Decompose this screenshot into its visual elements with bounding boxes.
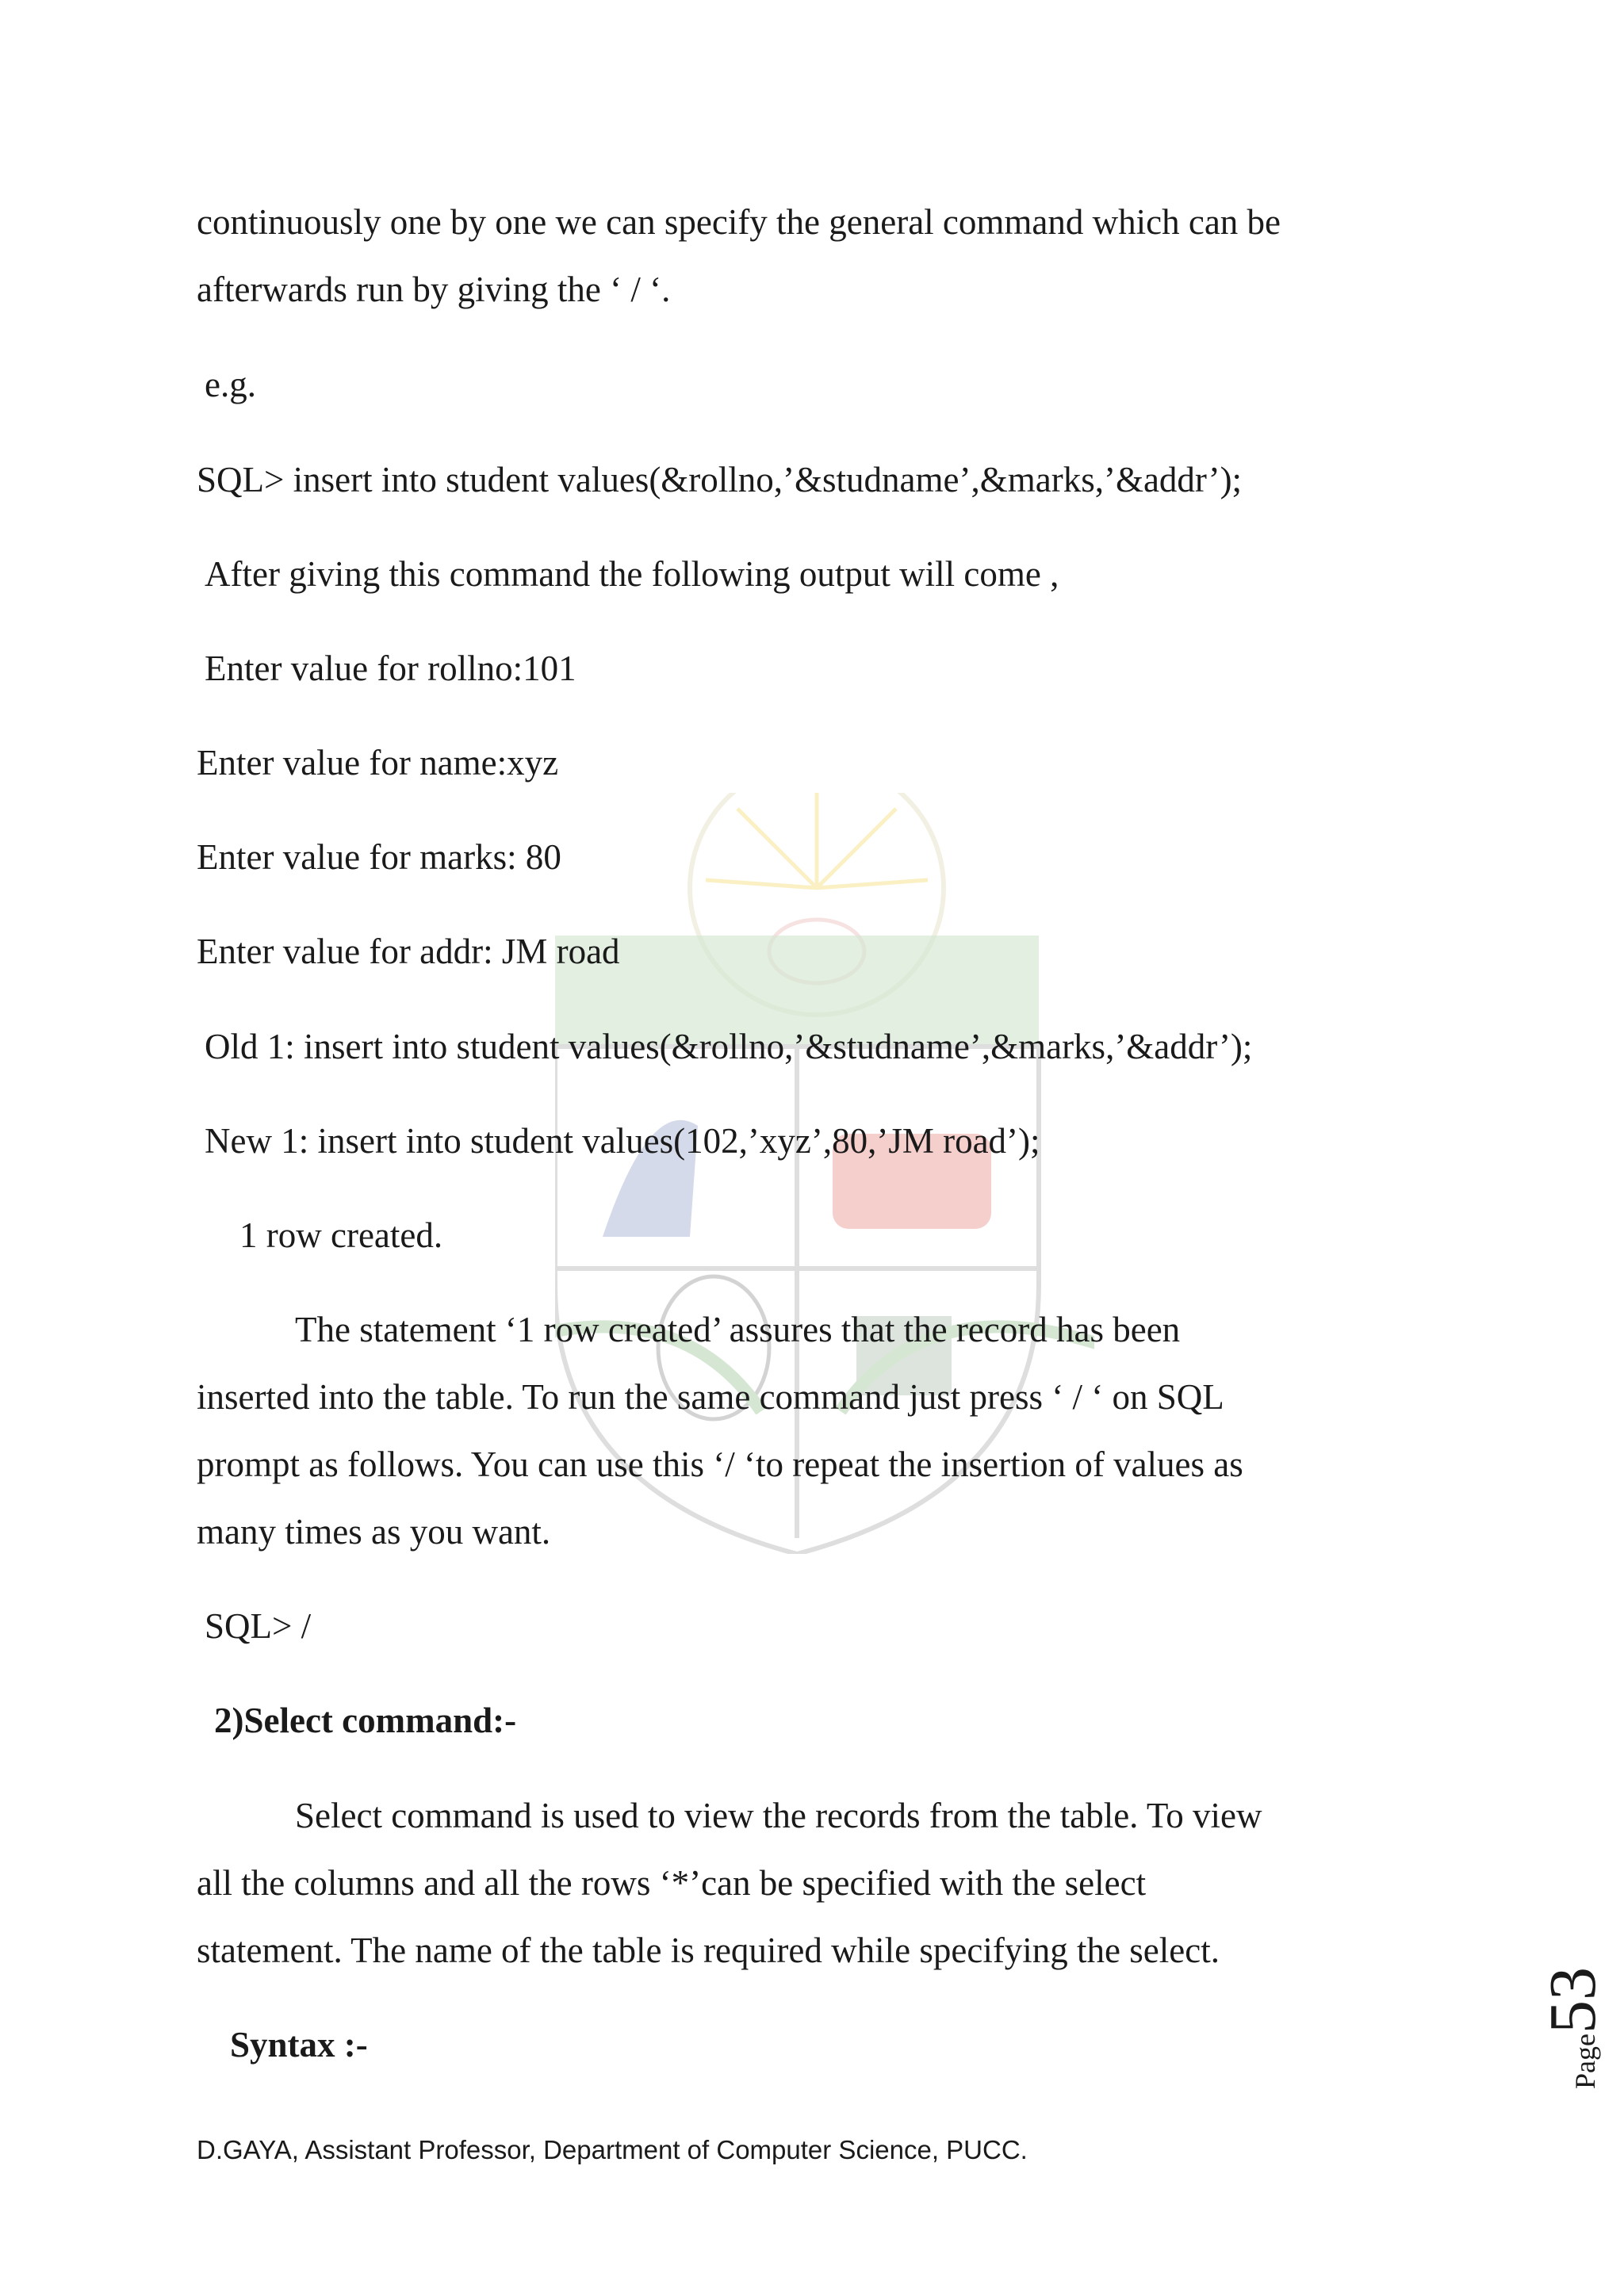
body-text-line: The statement ‘1 row created’ assures that the record has been — [295, 1310, 1181, 1349]
body-text-line: afterwards run by giving the ‘ / ‘. — [197, 270, 671, 309]
sql-prompt-line: SQL> / — [205, 1606, 312, 1646]
section-heading: 2)Select command:- — [214, 1701, 517, 1740]
page-number-value: 53 — [1536, 1967, 1610, 2034]
body-text-line: inserted into the table. To run the same command just press ‘ / ‘ on SQL — [197, 1377, 1224, 1417]
page-footer: D.GAYA, Assistant Professor, Department of Computer Science, PUCC. — [197, 2135, 1028, 2164]
output-line: Enter value for marks: 80 — [197, 837, 561, 877]
page-number — [1534, 1967, 1611, 2089]
body-text-line: Select command is used to view the records from the table. To view — [295, 1796, 1262, 1835]
example-label: e.g. — [205, 365, 256, 404]
body-text-line: many times as you want. — [197, 1512, 551, 1552]
body-text-line: continuously one by one we can specify the general command which can be — [197, 202, 1281, 242]
syntax-heading: Syntax :- — [230, 2025, 368, 2064]
output-line: 1 row created. — [239, 1215, 443, 1255]
body-text-line: statement. The name of the table is required while specifying the select. — [197, 1931, 1220, 1970]
output-line: New 1: insert into student values(102,’xyz’,80,’JM road’); — [205, 1121, 1040, 1161]
sql-command-line: SQL> insert into student values(&rollno,’&studname’,&marks,’&addr’); — [197, 460, 1243, 499]
output-line: Enter value for addr: JM road — [197, 932, 620, 971]
body-text-line: After giving this command the following output will come , — [205, 554, 1059, 594]
output-line: Enter value for rollno:101 — [205, 649, 576, 688]
output-line: Old 1: insert into student values(&rollno,’&studname’,&marks,’&addr’); — [205, 1027, 1253, 1066]
output-line: Enter value for name:xyz — [197, 743, 559, 783]
body-text-line: all the columns and all the rows ‘*’can be specified with the select — [197, 1863, 1147, 1903]
body-text-line: prompt as follows. You can use this ‘/ ‘to repeat the insertion of values as — [197, 1445, 1243, 1484]
page-label: Page — [1569, 2034, 1601, 2089]
university-emblem-watermark — [555, 793, 1094, 1554]
